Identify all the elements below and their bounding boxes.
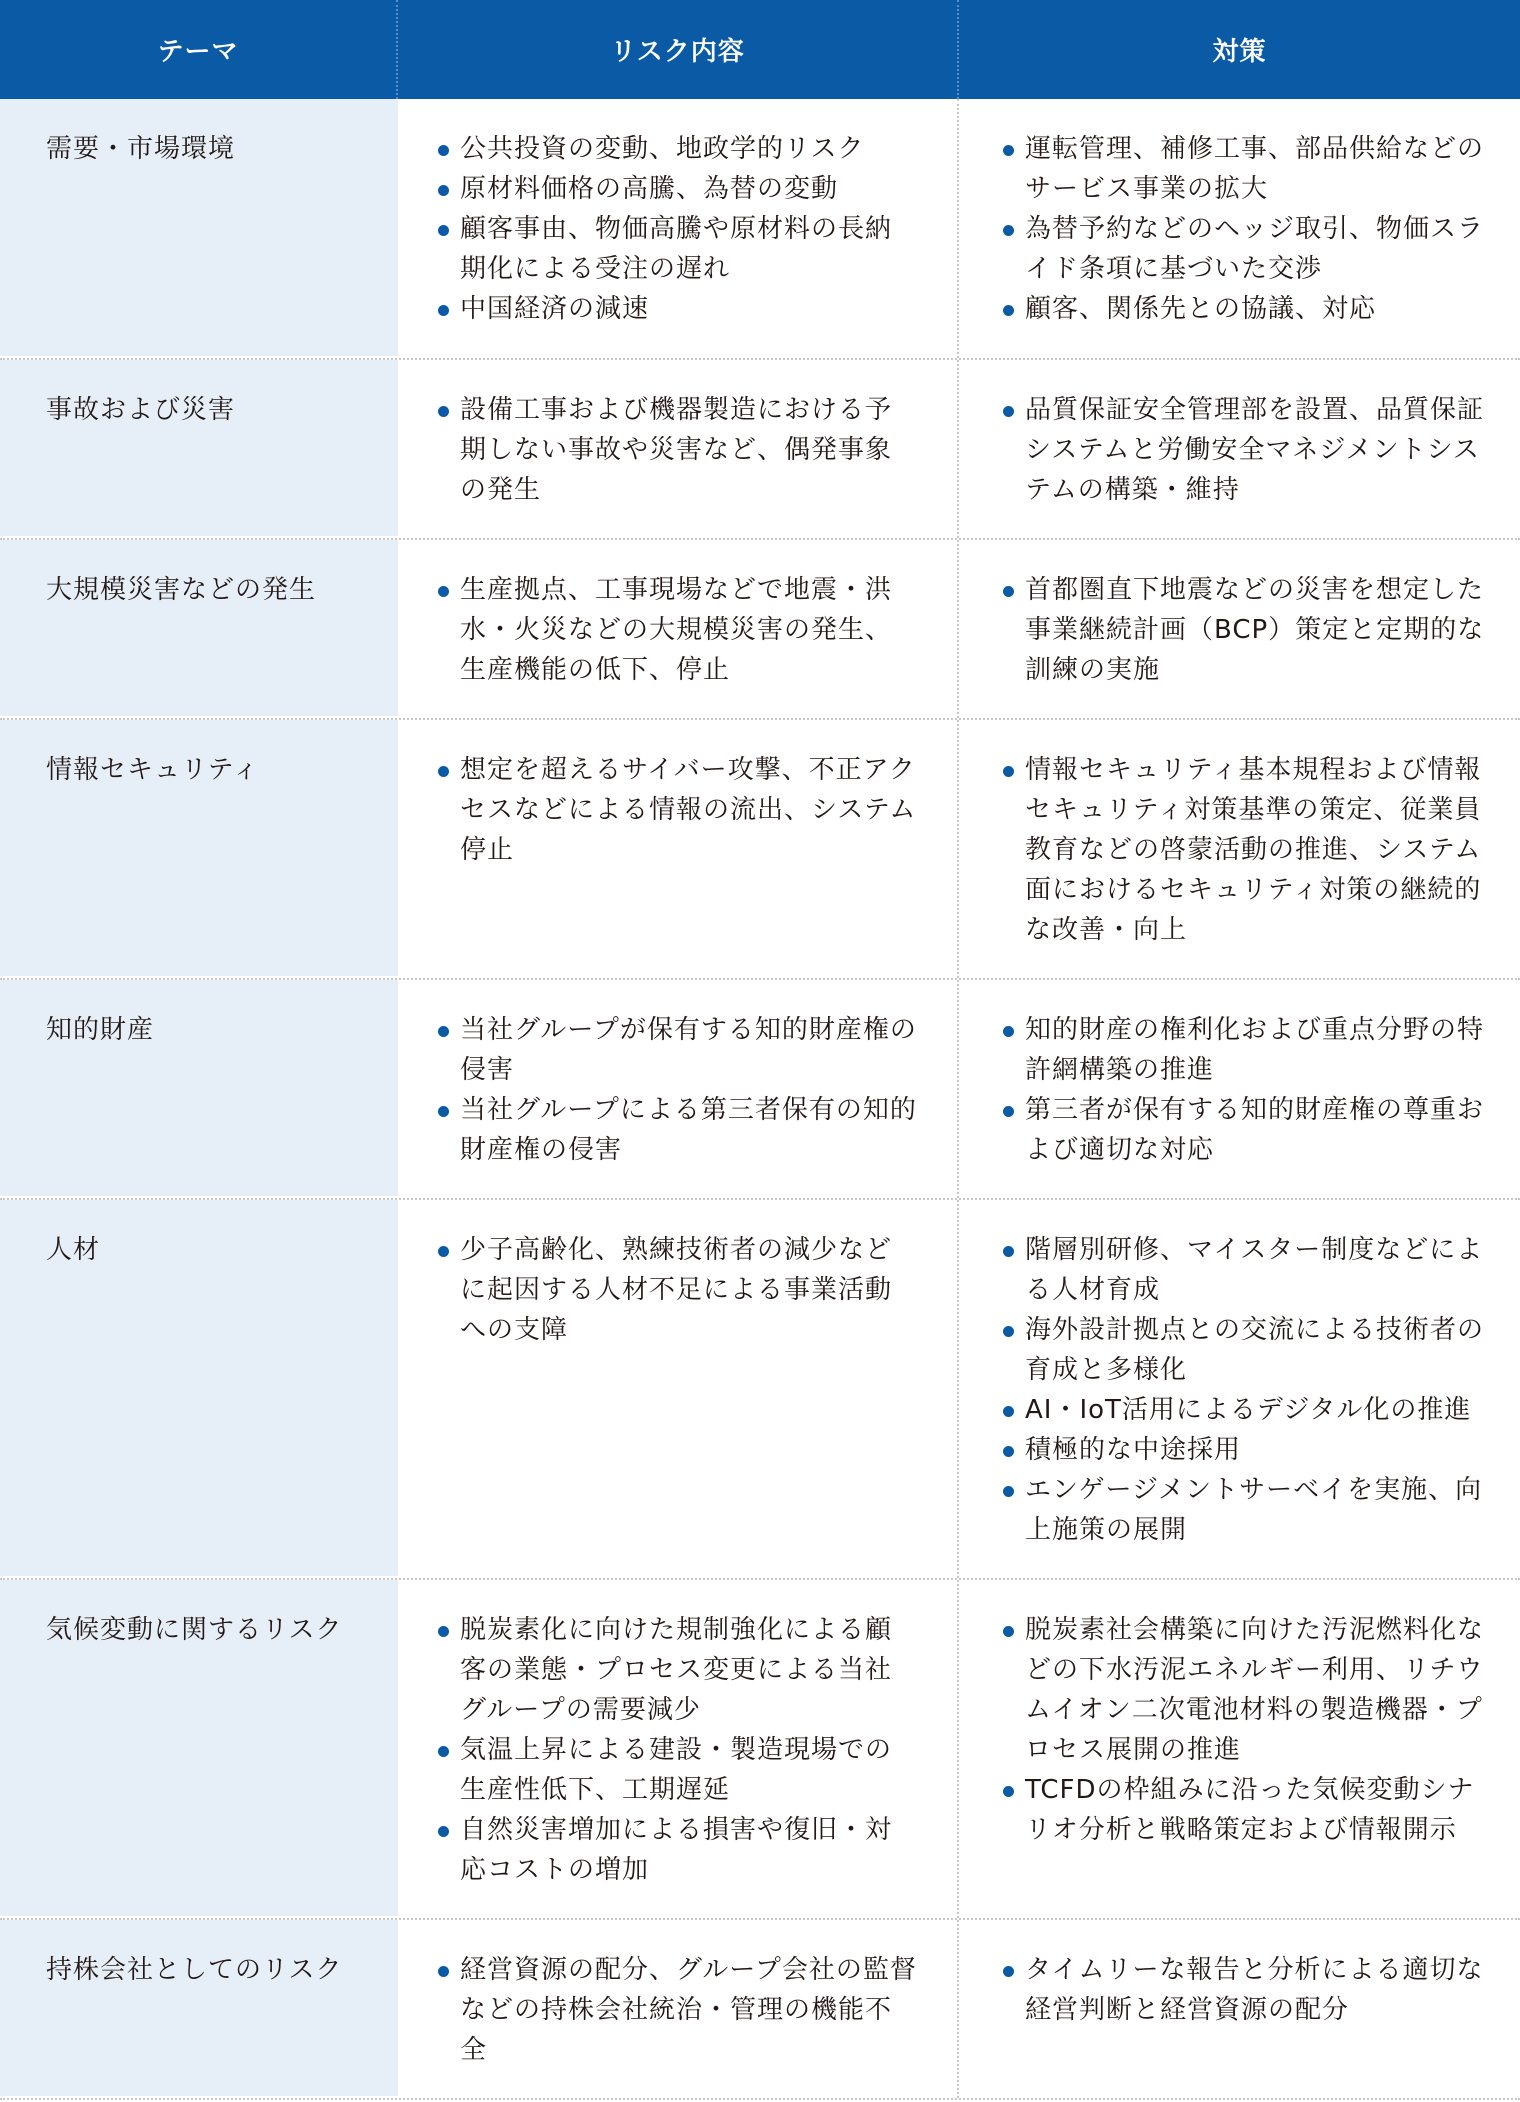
table-row	[0, 360, 1520, 540]
list-item: 経営資源の配分、グループ会社の監督などの持株会社統治・管理の機能不全	[438, 1950, 917, 2070]
measure-cell	[959, 1580, 1520, 1918]
list-item: 知的財産の権利化および重点分野の特許網構築の推進	[1003, 1010, 1490, 1090]
list-item: 原材料価格の高騰、為替の変動	[438, 169, 917, 209]
list-item: 自然災害増加による損害や復旧・対応コストの増加	[438, 1810, 917, 1890]
list-item: タイムリーな報告と分析による適切な経営判断と経営資源の配分	[1003, 1950, 1490, 2030]
list-item: 公共投資の変動、地政学的リスク	[438, 129, 917, 169]
measure-cell	[959, 1920, 1520, 2098]
header-measure: 対策	[1212, 37, 1267, 67]
risk-cell	[398, 1920, 959, 2098]
list-item: 脱炭素化に向けた規制強化による顧客の業態・プロセス変更による当社グループの需要減少	[438, 1610, 917, 1730]
risk-cell	[398, 540, 959, 718]
table-row	[0, 720, 1520, 980]
row-theme: 需要・市場環境	[0, 99, 398, 358]
list-item: 顧客事由、物価高騰や原材料の長納期化による受注の遅れ	[438, 209, 917, 289]
row-theme: 大規模災害などの発生	[0, 540, 398, 718]
list-item: 脱炭素社会構築に向けた汚泥燃料化などの下水汚泥エネルギー利用、リチウムイオン二次電池材料の製造機器・プロセス展開の推進	[1003, 1610, 1490, 1770]
row-theme: 人材	[0, 1200, 398, 1578]
risk-cell	[398, 720, 959, 978]
measure-cell	[959, 980, 1520, 1198]
row-theme: 気候変動に関するリスク	[0, 1580, 398, 1918]
measure-cell	[959, 99, 1520, 358]
table-row	[0, 540, 1520, 720]
list-item: 海外設計拠点との交流による技術者の育成と多様化	[1003, 1310, 1490, 1390]
list-item: 当社グループが保有する知的財産権の侵害	[438, 1010, 917, 1090]
table-row	[0, 99, 1520, 360]
list-item: 積極的な中途採用	[1003, 1430, 1490, 1470]
risk-cell	[398, 99, 959, 358]
list-item: 運転管理、補修工事、部品供給などのサービス事業の拡大	[1003, 129, 1490, 209]
measure-cell	[959, 360, 1520, 538]
row-theme: 持株会社としてのリスク	[0, 1920, 398, 2098]
row-theme: 事故および災害	[0, 360, 398, 538]
list-item: 為替予約などのヘッジ取引、物価スライド条項に基づいた交渉	[1003, 209, 1490, 289]
table-header	[0, 0, 1520, 99]
list-item: 情報セキュリティ基本規程および情報セキュリティ対策基準の策定、従業員教育などの啓蒙活動の推進、システム面におけるセキュリティ対策の継続的な改善・向上	[1003, 750, 1490, 950]
list-item: 中国経済の減速	[438, 289, 917, 329]
measure-cell	[959, 540, 1520, 718]
risk-cell	[398, 980, 959, 1198]
table-row	[0, 1920, 1520, 2100]
row-theme: 知的財産	[0, 980, 398, 1198]
list-item: 首都圏直下地震などの災害を想定した事業継続計画（BCP）策定と定期的な訓練の実施	[1003, 570, 1490, 690]
row-theme: 情報セキュリティ	[0, 720, 398, 978]
header-theme: テーマ	[0, 0, 398, 99]
list-item: 顧客、関係先との協議、対応	[1003, 289, 1490, 329]
list-item: TCFDの枠組みに沿った気候変動シナリオ分析と戦略策定および情報開示	[1003, 1770, 1490, 1850]
risk-cell	[398, 1200, 959, 1578]
table-row	[0, 1200, 1520, 1580]
list-item: 設備工事および機器製造における予期しない事故や災害など、偶発事象の発生	[438, 390, 917, 510]
list-item: 想定を超えるサイバー攻撃、不正アクセスなどによる情報の流出、システム停止	[438, 750, 917, 870]
list-item: 当社グループによる第三者保有の知的財産権の侵害	[438, 1090, 917, 1170]
risk-cell	[398, 360, 959, 538]
table-row	[0, 980, 1520, 1200]
list-item: 気温上昇による建設・製造現場での生産性低下、工期遅延	[438, 1730, 917, 1810]
table-row	[0, 1580, 1520, 1920]
list-item: 生産拠点、工事現場などで地震・洪水・火災などの大規模災害の発生、生産機能の低下、停止	[438, 570, 917, 690]
list-item: 品質保証安全管理部を設置、品質保証システムと労働安全マネジメントシステムの構築・維持	[1003, 390, 1490, 510]
list-item: 第三者が保有する知的財産権の尊重および適切な対応	[1003, 1090, 1490, 1170]
list-item: エンゲージメントサーベイを実施、向上施策の展開	[1003, 1470, 1490, 1550]
header-risk: リスク内容	[398, 0, 959, 99]
measure-cell	[959, 720, 1520, 978]
measure-cell	[959, 1200, 1520, 1578]
list-item: AI・IoT活用によるデジタル化の推進	[1003, 1390, 1490, 1430]
list-item: 階層別研修、マイスター制度などによる人材育成	[1003, 1230, 1490, 1310]
risk-cell	[398, 1580, 959, 1918]
list-item: 少子高齢化、熟練技術者の減少などに起因する人材不足による事業活動への支障	[438, 1230, 917, 1350]
